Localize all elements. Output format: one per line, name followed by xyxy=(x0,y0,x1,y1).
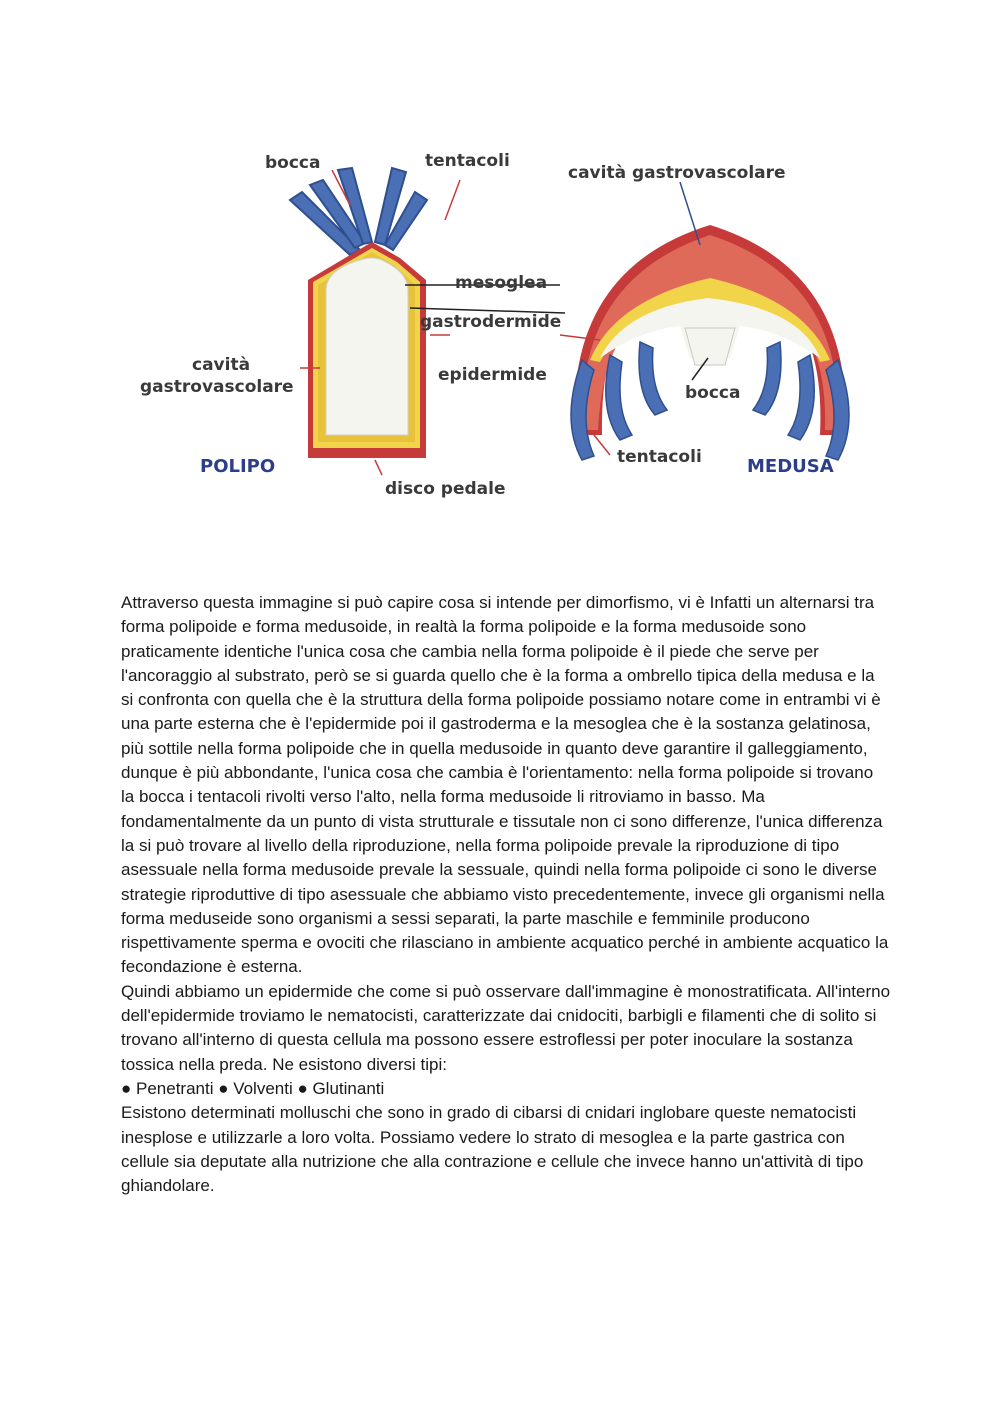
medusa-drawing xyxy=(571,225,849,460)
mesoglea-label: mesoglea xyxy=(455,273,548,293)
gastrodermis-label: gastrodermide xyxy=(420,312,562,332)
medusa-mouth-label: bocca xyxy=(685,383,741,403)
polyp-title: POLIPO xyxy=(200,456,276,477)
paragraph-dimorphism: Attraverso questa immagine si può capire cosa si intende per dimorfismo, vi è Infatti un alternarsi tra forma polipoide e forma medusoide, in realtà la forma polipoide e la forma medusoide sono praticamente identiche l'unica cosa che cambia nella forma polipoide è il piede che serve per l'ancoraggio al substrato, però se si guarda quello che è la forma a ombrello tipica della medusa e la si confronta con quella che è la struttura della forma polipoide possiamo notare come in entrambi vi è una parte esterna che è l'epidermide poi il gastroderma e la mesoglea che è la sostanza gelatinosa, più sottile nella forma polipoide che in quella medusoide in quanto deve garantire il galleggiamento, dunque è più abbondante, l'unica cosa che cambia è l'orientamento: nella forma polipoide si trovano la bocca i tentacoli rivolti verso l'alto, nella forma medusoide li ritroviamo in basso. Ma fondamentalmente da un punto di vista strutturale e tissutale non ci sono differenze, l'unica differenza la si può trovare al livello della riproduzione, nella forma polipoide prevale la riproduzione di tipo asessuale nella forma medusoide prevale la sessuale, quindi nella forma polipoide ci sono le diverse strategie riproduttive di tipo asessuale che abbiamo visto precedentemente, invece gli organismi nella forma meduseide sono organismi a sessi separati, la parte maschile e femminile producono rispettivamente sperma e ovociti che rilasciano in ambiente acquatico perché in ambiente acquatico la fecondazione è esterna. xyxy=(121,593,889,977)
body-text xyxy=(121,591,891,1198)
nematocyst-types-list: ● Penetranti ● Volventi ● Glutinanti xyxy=(121,1078,385,1098)
pedal-disc-label: disco pedale xyxy=(385,479,506,499)
polyp-tentacles-label: tentacoli xyxy=(425,151,510,171)
epidermis-label: epidermide xyxy=(438,365,547,385)
anatomy-diagram xyxy=(120,130,880,510)
polyp-drawing xyxy=(290,168,427,458)
medusa-cavity-label: cavità gastrovascolare xyxy=(568,163,786,183)
polyp-cavity-label-line2: gastrovascolare xyxy=(140,377,294,397)
medusa-title: MEDUSA xyxy=(747,456,834,477)
polyp-cavity-label-line1: cavità xyxy=(192,355,251,375)
medusa-tentacles-label: tentacoli xyxy=(617,447,702,467)
polyp-mouth-label: bocca xyxy=(265,153,321,173)
paragraph-epidermis: Quindi abbiamo un epidermide che come si può osservare dall'immagine è monostratificata. All'interno dell'epidermide troviamo le nematocisti, caratterizzate dai cnidociti, barbigli e filamenti che di solito si trovano all'interno di questa cellula ma possono essere estroflessi per poter inoculare la sostanza tossica nella preda. Ne esistono diversi tipi: xyxy=(121,981,891,1074)
polyp-medusa-figure xyxy=(120,130,880,510)
paragraph-molluscs: Esistono determinati molluschi che sono in grado di cibarsi di cnidari inglobare queste nematocisti inesplose e utilizzarle a loro volta. Possiamo vedere lo strato di mesoglea e la parte gastrica con cellule sia deputate alla nutrizione che alla contrazione e cellule che invece hanno un'attività di tipo ghiandolare. xyxy=(121,1103,864,1196)
